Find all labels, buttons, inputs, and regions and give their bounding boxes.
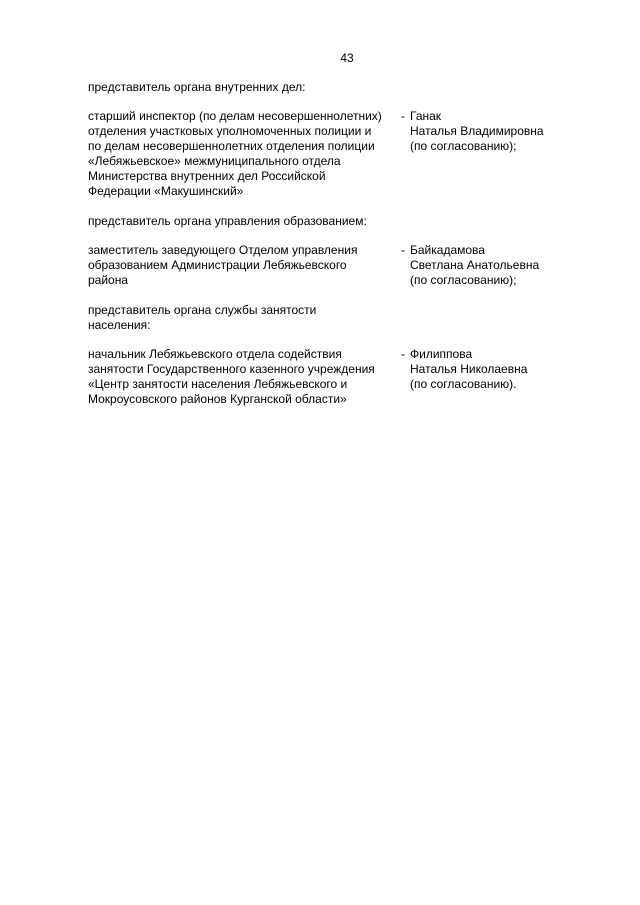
member-position-line: заместитель заведующего Отделом управления xyxy=(88,243,358,257)
member-approval-note: (по согласованию); xyxy=(410,139,517,153)
member-given-names: Наталья Николаевна xyxy=(410,362,528,376)
member-dash: - xyxy=(401,109,405,123)
member-dash: - xyxy=(401,243,405,257)
member-surname: Байкадамова xyxy=(410,243,485,257)
member-position-line: занятости Государственного казенного учреждения xyxy=(88,362,375,376)
member-approval-note: (по согласованию); xyxy=(410,273,517,287)
member-given-names: Светлана Анатольевна xyxy=(410,258,540,272)
section-heading-line: населения: xyxy=(88,318,151,332)
member-position-line: отделения участковых уполномоченных полиции и xyxy=(88,124,372,138)
member-person xyxy=(401,109,568,154)
page-number: 43 xyxy=(340,51,354,65)
member-position-line: по делам несовершеннолетних отделения полиции xyxy=(88,139,375,153)
member-position xyxy=(88,347,401,407)
member-dash: - xyxy=(401,347,405,361)
member-name xyxy=(410,243,568,288)
section-heading-line: представитель органа управления образованием: xyxy=(88,214,367,228)
member-position-line: «Центр занятости населения Лебяжьевского и xyxy=(88,377,348,391)
section-heading-internal-affairs xyxy=(88,80,568,95)
member-position-line: старший инспектор (по делам несовершеннолетних) xyxy=(88,109,382,123)
member-person xyxy=(401,243,568,288)
member-surname: Филиппова xyxy=(410,347,473,361)
member-approval-note: (по согласованию). xyxy=(410,377,517,391)
section-heading-line: представитель органа внутренних дел: xyxy=(88,80,306,94)
member-entry-employment-service xyxy=(88,347,568,407)
member-position-line: Мокроусовского районов Курганской области» xyxy=(88,392,347,406)
member-surname: Ганак xyxy=(410,109,442,123)
member-position-line: Министерства внутренних дел Российской xyxy=(88,169,326,183)
member-position-line: начальник Лебяжьевского отдела содействия xyxy=(88,347,342,361)
member-name xyxy=(410,347,568,392)
member-position xyxy=(88,109,401,199)
member-entry-internal-affairs xyxy=(88,109,568,199)
section-heading-line: представитель органа службы занятости xyxy=(88,303,317,317)
member-entry-education xyxy=(88,243,568,288)
member-position-line: образованием Администрации Лебяжьевского xyxy=(88,258,347,272)
member-position-line: района xyxy=(88,273,129,287)
member-name xyxy=(410,109,568,154)
member-person xyxy=(401,347,568,392)
commission-member-list xyxy=(88,80,568,407)
member-position-line: «Лебяжьевское» межмуниципального отдела xyxy=(88,154,341,168)
section-heading-education xyxy=(88,214,568,229)
member-given-names: Наталья Владимировна xyxy=(410,124,544,138)
section-heading-employment-service xyxy=(88,303,568,333)
member-position xyxy=(88,243,401,288)
member-position-line: Федерации «Макушинский» xyxy=(88,184,244,198)
